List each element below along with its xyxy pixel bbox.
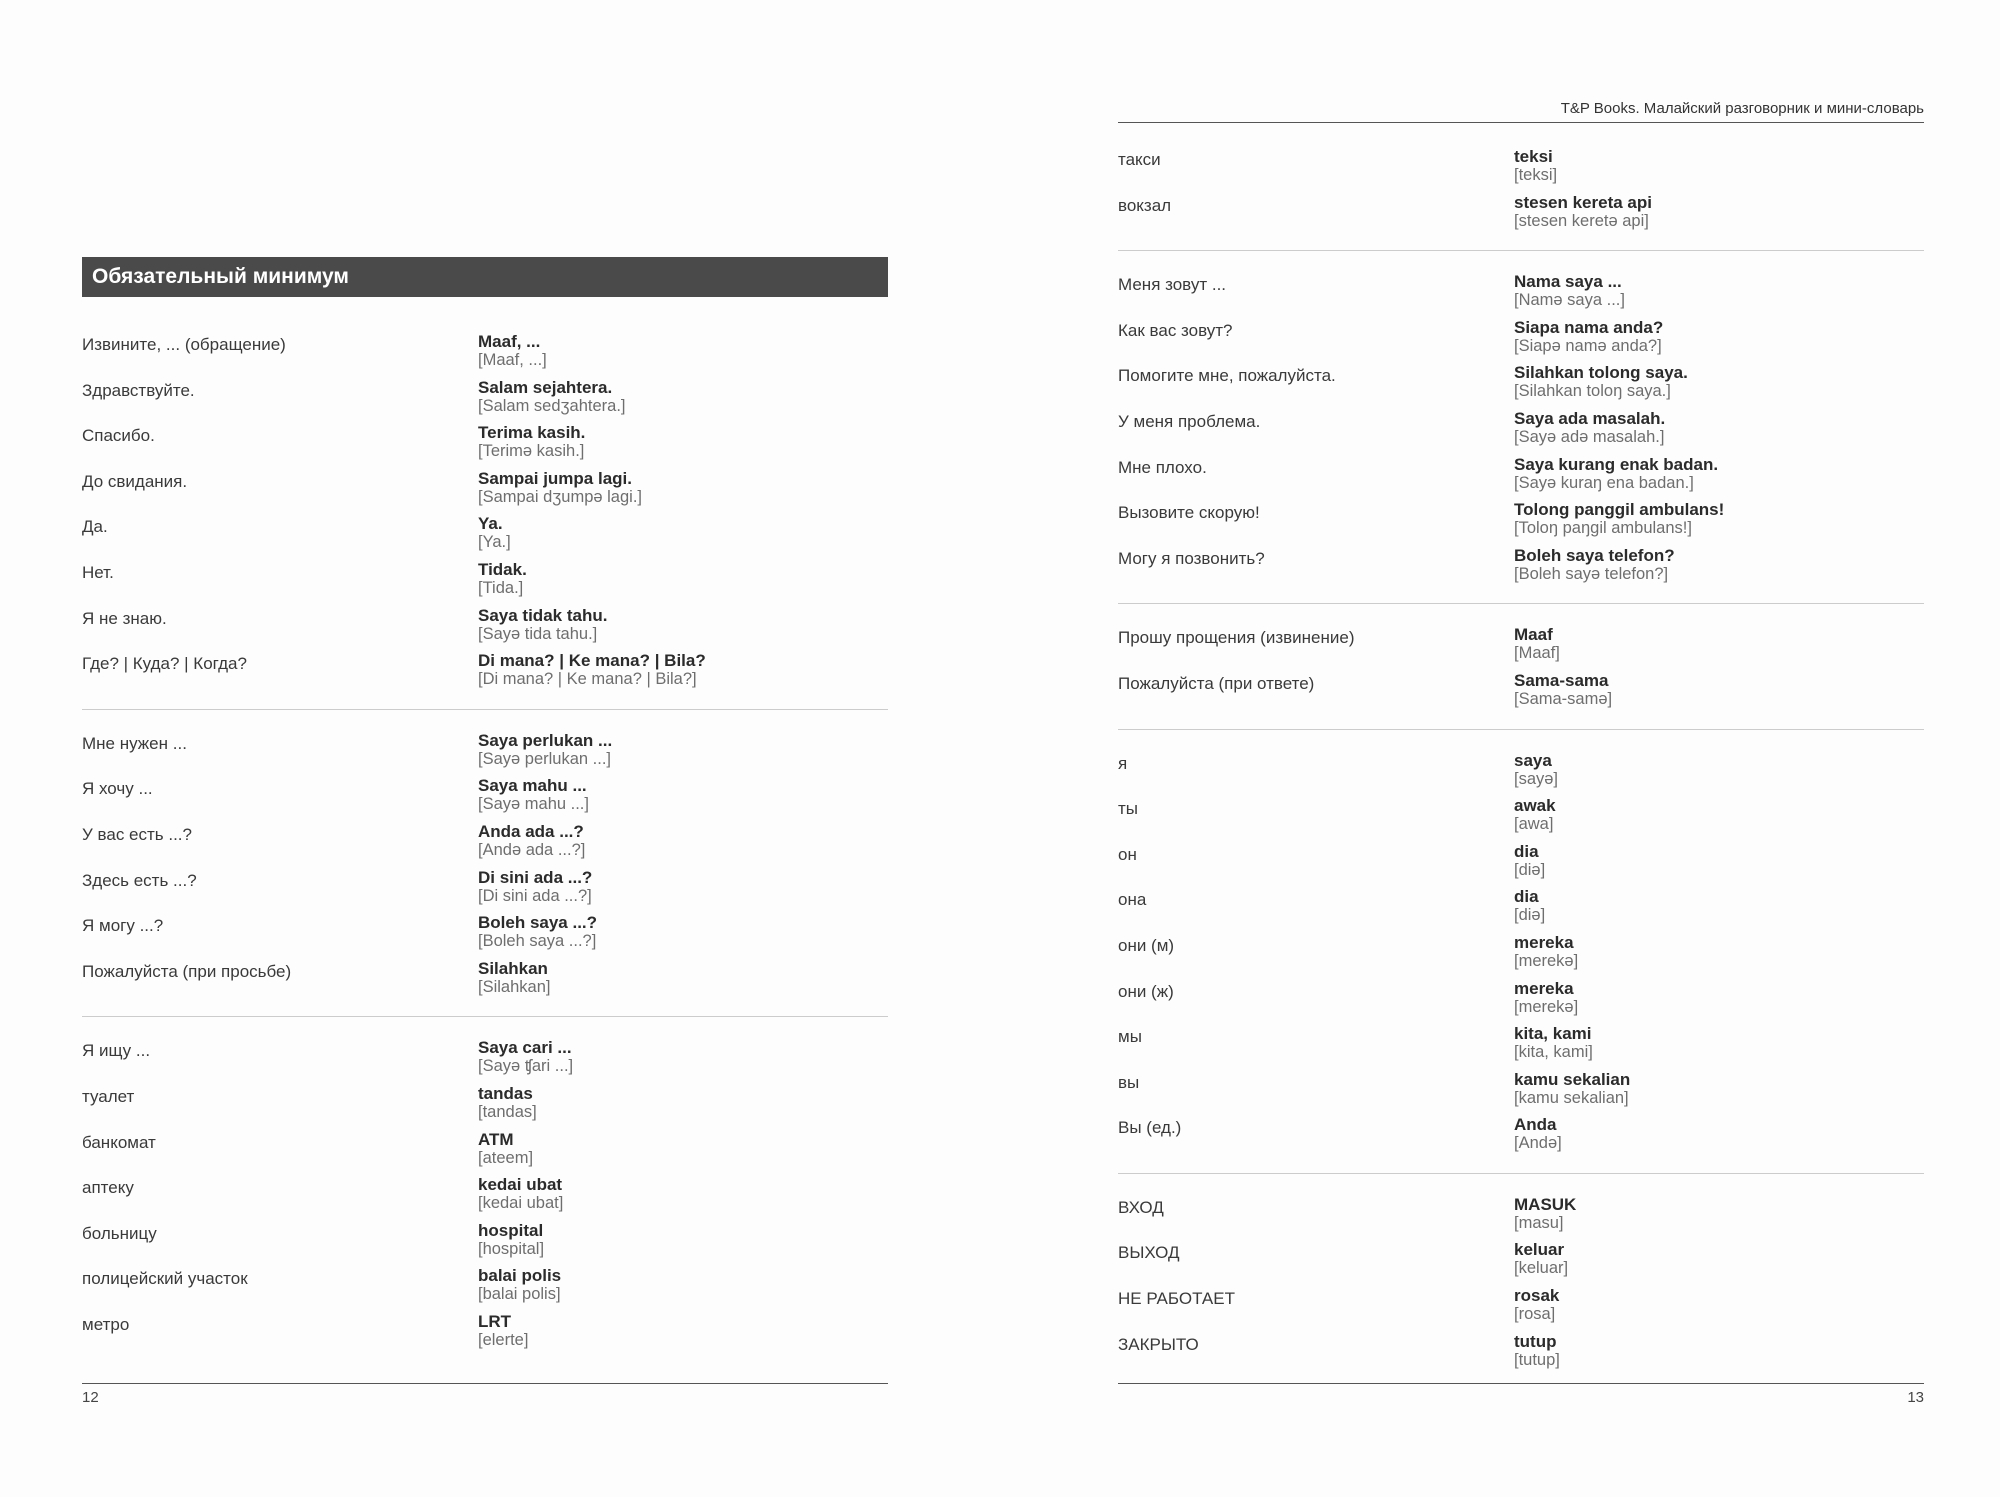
russian-phrase: ВЫХОД — [1118, 1243, 1180, 1263]
malay-phrase: awak — [1514, 796, 1556, 816]
russian-phrase: Пожалуйста (при ответе) — [1118, 673, 1315, 693]
transcription: [Di mana? | Ke mana? | Bila?] — [478, 670, 697, 689]
phrase-group — [1118, 1173, 1924, 1377]
transcription: [Tida.] — [478, 578, 524, 597]
malay-column — [1514, 671, 1924, 708]
russian-phrase: Здравствуйте. — [82, 380, 195, 400]
phrase-entry — [82, 868, 888, 914]
phrase-group — [1118, 729, 1924, 1161]
transcription: [Sampai dʒumpə lagi.] — [478, 487, 642, 506]
malay-phrase: kita, kami — [1514, 1024, 1592, 1044]
phrase-entry — [1118, 1332, 1924, 1378]
phrase-group — [1118, 147, 1924, 238]
phrase-group — [82, 709, 888, 1005]
malay-column — [1514, 272, 1924, 309]
phrase-entry — [1118, 1195, 1924, 1241]
russian-phrase: Где? | Куда? | Когда? — [82, 654, 247, 674]
russian-phrase: аптеку — [82, 1178, 134, 1198]
transcription: [Sayə perlukan ...] — [478, 749, 611, 768]
phrase-entry — [1118, 1115, 1924, 1161]
malay-column — [1514, 1240, 1924, 1277]
malay-column — [1514, 1115, 1924, 1152]
russian-phrase: я — [1118, 753, 1128, 773]
russian-phrase: они (ж) — [1118, 981, 1174, 1001]
phrase-entry — [1118, 1286, 1924, 1332]
russian-phrase: Спасибо. — [82, 426, 155, 446]
phrase-entry — [1118, 409, 1924, 455]
transcription: [diə] — [1514, 860, 1546, 879]
page-number: 13 — [1907, 1389, 1924, 1406]
transcription: [merekə] — [1514, 997, 1579, 1016]
transcription: [tandas] — [478, 1102, 537, 1121]
page-footer-right — [1118, 1383, 1924, 1406]
malay-phrase: Maaf, ... — [478, 332, 541, 351]
phrase-entry — [82, 731, 888, 777]
malay-phrase: Tolong panggil ambulans! — [1514, 500, 1725, 520]
phrase-entry — [82, 1130, 888, 1176]
phrase-entry — [82, 1266, 888, 1312]
malay-column — [478, 959, 888, 996]
malay-column — [1514, 979, 1924, 1016]
malay-column — [1514, 1286, 1924, 1323]
transcription: [merekə] — [1514, 951, 1579, 970]
russian-phrase: такси — [1118, 150, 1161, 169]
page-number: 12 — [82, 1389, 99, 1406]
malay-phrase: Saya cari ... — [478, 1038, 572, 1058]
malay-phrase: keluar — [1514, 1240, 1565, 1260]
phrase-entry — [1118, 500, 1924, 546]
right-page — [1118, 0, 1924, 1497]
phrase-entry — [82, 332, 888, 378]
malay-phrase: kedai ubat — [478, 1175, 563, 1195]
russian-phrase: Да. — [82, 517, 108, 537]
malay-phrase: Saya mahu ... — [478, 776, 587, 796]
malay-column — [1514, 842, 1924, 879]
transcription: [masu] — [1514, 1213, 1564, 1232]
malay-phrase: Silahkan tolong saya. — [1514, 363, 1688, 383]
transcription: [diə] — [1514, 906, 1546, 925]
phrase-group — [1118, 603, 1924, 716]
malay-phrase: Sampai jumpa lagi. — [478, 468, 632, 488]
russian-phrase: НЕ РАБОТАЕТ — [1118, 1289, 1235, 1309]
russian-phrase: Я не знаю. — [82, 608, 167, 628]
malay-phrase: mereka — [1514, 932, 1574, 952]
page-footer-left — [82, 1383, 888, 1406]
phrase-group — [82, 332, 888, 697]
transcription: [tutup] — [1514, 1350, 1560, 1369]
phrase-entry — [1118, 979, 1924, 1025]
malay-column — [478, 1221, 888, 1258]
phrase-entry — [1118, 842, 1924, 888]
phrase-entry — [1118, 933, 1924, 979]
transcription: [Namə saya ...] — [1514, 291, 1625, 310]
malay-phrase: Boleh saya telefon? — [1514, 545, 1675, 565]
phrase-list-right — [1118, 147, 1924, 1377]
malay-column — [478, 1038, 888, 1075]
phrase-entry — [1118, 625, 1924, 671]
transcription: [Maaf] — [1514, 644, 1560, 663]
transcription: [Maaf, ...] — [478, 351, 547, 369]
malay-column — [478, 1175, 888, 1212]
russian-phrase: Я ищу ... — [82, 1041, 151, 1061]
malay-phrase: Di mana? | Ke mana? | Bila? — [478, 651, 706, 671]
phrase-entry — [82, 560, 888, 606]
malay-phrase: Saya kurang enak badan. — [1514, 454, 1719, 474]
russian-phrase: они (м) — [1118, 935, 1175, 955]
phrase-entry — [1118, 193, 1924, 239]
malay-column — [478, 378, 888, 415]
transcription: [Siapə namə anda?] — [1514, 336, 1662, 355]
russian-phrase: мы — [1118, 1027, 1142, 1047]
phrase-entry — [1118, 1070, 1924, 1116]
transcription: [Sama-samə] — [1514, 689, 1613, 708]
transcription: [kita, kami] — [1514, 1043, 1593, 1062]
malay-column — [1514, 363, 1924, 400]
malay-column — [1514, 1332, 1924, 1369]
transcription: [Andə] — [1514, 1134, 1562, 1153]
russian-phrase: она — [1118, 890, 1147, 910]
malay-phrase: Anda — [1514, 1115, 1557, 1135]
malay-column — [1514, 1024, 1924, 1061]
phrase-entry — [82, 514, 888, 560]
phrase-entry — [1118, 455, 1924, 501]
malay-column — [1514, 546, 1924, 583]
russian-phrase: метро — [82, 1314, 130, 1334]
malay-column — [1514, 751, 1924, 788]
transcription: [teksi] — [1514, 166, 1558, 184]
phrase-entry — [1118, 671, 1924, 717]
malay-column — [478, 651, 888, 688]
phrase-entry — [1118, 887, 1924, 933]
transcription: [sayə] — [1514, 769, 1559, 788]
malay-phrase: Terima kasih. — [478, 423, 586, 443]
malay-phrase: Di sini ada ...? — [478, 867, 593, 887]
malay-column — [478, 469, 888, 506]
malay-column — [1514, 455, 1924, 492]
phrase-entry — [82, 959, 888, 1005]
malay-phrase: Saya ada masalah. — [1514, 408, 1666, 428]
malay-phrase: dia — [1514, 841, 1539, 861]
running-header: T&P Books. Малайский разговорник и мини-словарь — [1118, 100, 1924, 123]
russian-phrase: У меня проблема. — [1118, 411, 1261, 431]
malay-phrase: Boleh saya ...? — [478, 913, 598, 933]
transcription: [Salam sedʒahtera.] — [478, 396, 626, 415]
phrase-entry — [82, 1175, 888, 1221]
malay-phrase: Siapa nama anda? — [1514, 317, 1664, 337]
malay-phrase: Sama-sama — [1514, 670, 1609, 690]
russian-phrase: Вы (ед.) — [1118, 1118, 1182, 1138]
malay-column — [1514, 796, 1924, 833]
malay-column — [1514, 409, 1924, 446]
phrase-group — [1118, 250, 1924, 591]
transcription: [ateem] — [478, 1148, 534, 1167]
malay-phrase: LRT — [478, 1311, 512, 1331]
malay-phrase: stesen kereta api — [1514, 192, 1652, 212]
phrase-entry — [1118, 796, 1924, 842]
malay-column — [478, 1312, 888, 1349]
malay-column — [478, 1130, 888, 1167]
malay-phrase: saya — [1514, 750, 1552, 770]
malay-phrase: tandas — [478, 1083, 533, 1103]
phrase-entry — [1118, 147, 1924, 193]
malay-column — [1514, 500, 1924, 537]
transcription: [Toloŋ paŋgil ambulans!] — [1514, 519, 1692, 538]
phrase-entry — [1118, 1240, 1924, 1286]
phrase-entry — [82, 822, 888, 868]
malay-phrase: mereka — [1514, 978, 1574, 998]
russian-phrase: До свидания. — [82, 471, 188, 491]
transcription: [rosa] — [1514, 1305, 1556, 1324]
malay-column — [478, 423, 888, 460]
malay-phrase: Anda ada ...? — [478, 821, 584, 841]
phrase-entry — [82, 776, 888, 822]
malay-phrase: hospital — [478, 1220, 544, 1240]
russian-phrase: ты — [1118, 799, 1139, 819]
malay-phrase: dia — [1514, 887, 1539, 907]
malay-column — [478, 776, 888, 813]
malay-phrase: MASUK — [1514, 1194, 1577, 1214]
russian-phrase: ВХОД — [1118, 1197, 1164, 1217]
section-title: Обязательный минимум — [82, 257, 888, 297]
phrase-entry — [1118, 751, 1924, 797]
phrase-entry — [82, 469, 888, 515]
malay-phrase: kamu sekalian — [1514, 1069, 1631, 1089]
phrase-entry — [82, 1312, 888, 1358]
russian-phrase: Здесь есть ...? — [82, 870, 197, 890]
transcription: [Boleh sayə telefon?] — [1514, 564, 1669, 583]
transcription: [kedai ubat] — [478, 1194, 564, 1213]
malay-phrase: Saya perlukan ... — [478, 730, 613, 750]
phrase-entry — [82, 1084, 888, 1130]
phrase-entry — [82, 1038, 888, 1084]
phrase-entry — [82, 913, 888, 959]
malay-phrase: balai polis — [478, 1266, 562, 1286]
phrase-entry — [82, 651, 888, 697]
malay-phrase: ATM — [478, 1129, 514, 1149]
transcription: [Boleh saya ...?] — [478, 932, 597, 951]
russian-phrase: банкомат — [82, 1132, 156, 1152]
russian-phrase: Как вас зовут? — [1118, 320, 1233, 340]
malay-phrase: Silahkan — [478, 958, 548, 978]
malay-phrase: tutup — [1514, 1331, 1557, 1351]
malay-column — [478, 913, 888, 950]
phrase-entry — [1118, 272, 1924, 318]
russian-phrase: вы — [1118, 1072, 1140, 1092]
malay-column — [1514, 887, 1924, 924]
transcription: [stesen keretə api] — [1514, 211, 1649, 230]
malay-column — [478, 332, 888, 369]
transcription: [balai polis] — [478, 1285, 561, 1304]
phrase-entry — [1118, 546, 1924, 592]
transcription: [elerte] — [478, 1330, 529, 1349]
transcription: [Sayə adə masalah.] — [1514, 427, 1665, 446]
russian-phrase: больницу — [82, 1223, 157, 1243]
left-page — [82, 0, 888, 1497]
malay-column — [478, 868, 888, 905]
russian-phrase: Нет. — [82, 562, 114, 582]
transcription: [Andə ada ...?] — [478, 840, 586, 859]
malay-column — [478, 606, 888, 643]
russian-phrase: Я могу ...? — [82, 916, 164, 936]
malay-column — [1514, 933, 1924, 970]
malay-column — [1514, 193, 1924, 230]
russian-phrase: Мне нужен ... — [82, 733, 187, 753]
russian-phrase: полицейский участок — [82, 1269, 248, 1289]
malay-phrase: teksi — [1514, 147, 1553, 166]
malay-phrase: Ya. — [478, 514, 503, 534]
malay-column — [1514, 1195, 1924, 1232]
transcription: [awa] — [1514, 815, 1554, 834]
transcription: [hospital] — [478, 1239, 545, 1258]
malay-column — [1514, 318, 1924, 355]
malay-column — [1514, 147, 1924, 184]
phrase-entry — [1118, 318, 1924, 364]
malay-phrase: rosak — [1514, 1286, 1560, 1306]
phrase-entry — [82, 1221, 888, 1267]
phrase-entry — [82, 606, 888, 652]
phrase-entry — [1118, 1024, 1924, 1070]
russian-phrase: Могу я позвонить? — [1118, 548, 1265, 568]
malay-column — [478, 1266, 888, 1303]
russian-phrase: Извините, ... (обращение) — [82, 335, 286, 354]
malay-column — [1514, 1070, 1924, 1107]
phrase-list-left — [82, 332, 888, 1357]
transcription: [Sayə tida tahu.] — [478, 624, 598, 643]
transcription: [Silahkan] — [478, 977, 551, 996]
russian-phrase: Прошу прощения (извинение) — [1118, 628, 1355, 648]
transcription: [Silahkan toloŋ saya.] — [1514, 382, 1671, 401]
malay-column — [478, 514, 888, 551]
transcription: [keluar] — [1514, 1259, 1569, 1278]
malay-phrase: Tidak. — [478, 559, 527, 579]
malay-column — [478, 1084, 888, 1121]
malay-phrase: Saya tidak tahu. — [478, 605, 608, 625]
phrase-entry — [82, 378, 888, 424]
malay-column — [478, 731, 888, 768]
transcription: [Sayə kuraŋ ena badan.] — [1514, 473, 1694, 492]
malay-column — [1514, 625, 1924, 662]
russian-phrase: Вызовите скорую! — [1118, 503, 1260, 523]
transcription: [Di sini ada ...?] — [478, 886, 592, 905]
russian-phrase: Меня зовут ... — [1118, 275, 1227, 295]
transcription: [Sayə mahu ...] — [478, 795, 589, 814]
transcription: [kamu sekalian] — [1514, 1088, 1629, 1107]
russian-phrase: туалет — [82, 1086, 135, 1106]
malay-phrase: Salam sejahtera. — [478, 377, 613, 397]
russian-phrase: Пожалуйста (при просьбе) — [82, 961, 292, 981]
malay-column — [478, 560, 888, 597]
malay-column — [478, 822, 888, 859]
russian-phrase: У вас есть ...? — [82, 824, 192, 844]
malay-phrase: Maaf — [1514, 625, 1553, 645]
russian-phrase: Помогите мне, пожалуйста. — [1118, 366, 1336, 386]
russian-phrase: ЗАКРЫТО — [1118, 1334, 1199, 1354]
russian-phrase: Мне плохо. — [1118, 457, 1207, 477]
transcription: [Terimə kasih.] — [478, 442, 585, 461]
russian-phrase: он — [1118, 844, 1137, 864]
transcription: [Ya.] — [478, 533, 511, 552]
transcription: [Sayə ʧari ...] — [478, 1057, 574, 1076]
russian-phrase: вокзал — [1118, 195, 1172, 215]
phrase-group — [82, 1016, 888, 1357]
malay-phrase: Nama saya ... — [1514, 272, 1622, 292]
russian-phrase: Я хочу ... — [82, 779, 153, 799]
phrase-entry — [1118, 363, 1924, 409]
phrase-entry — [82, 423, 888, 469]
